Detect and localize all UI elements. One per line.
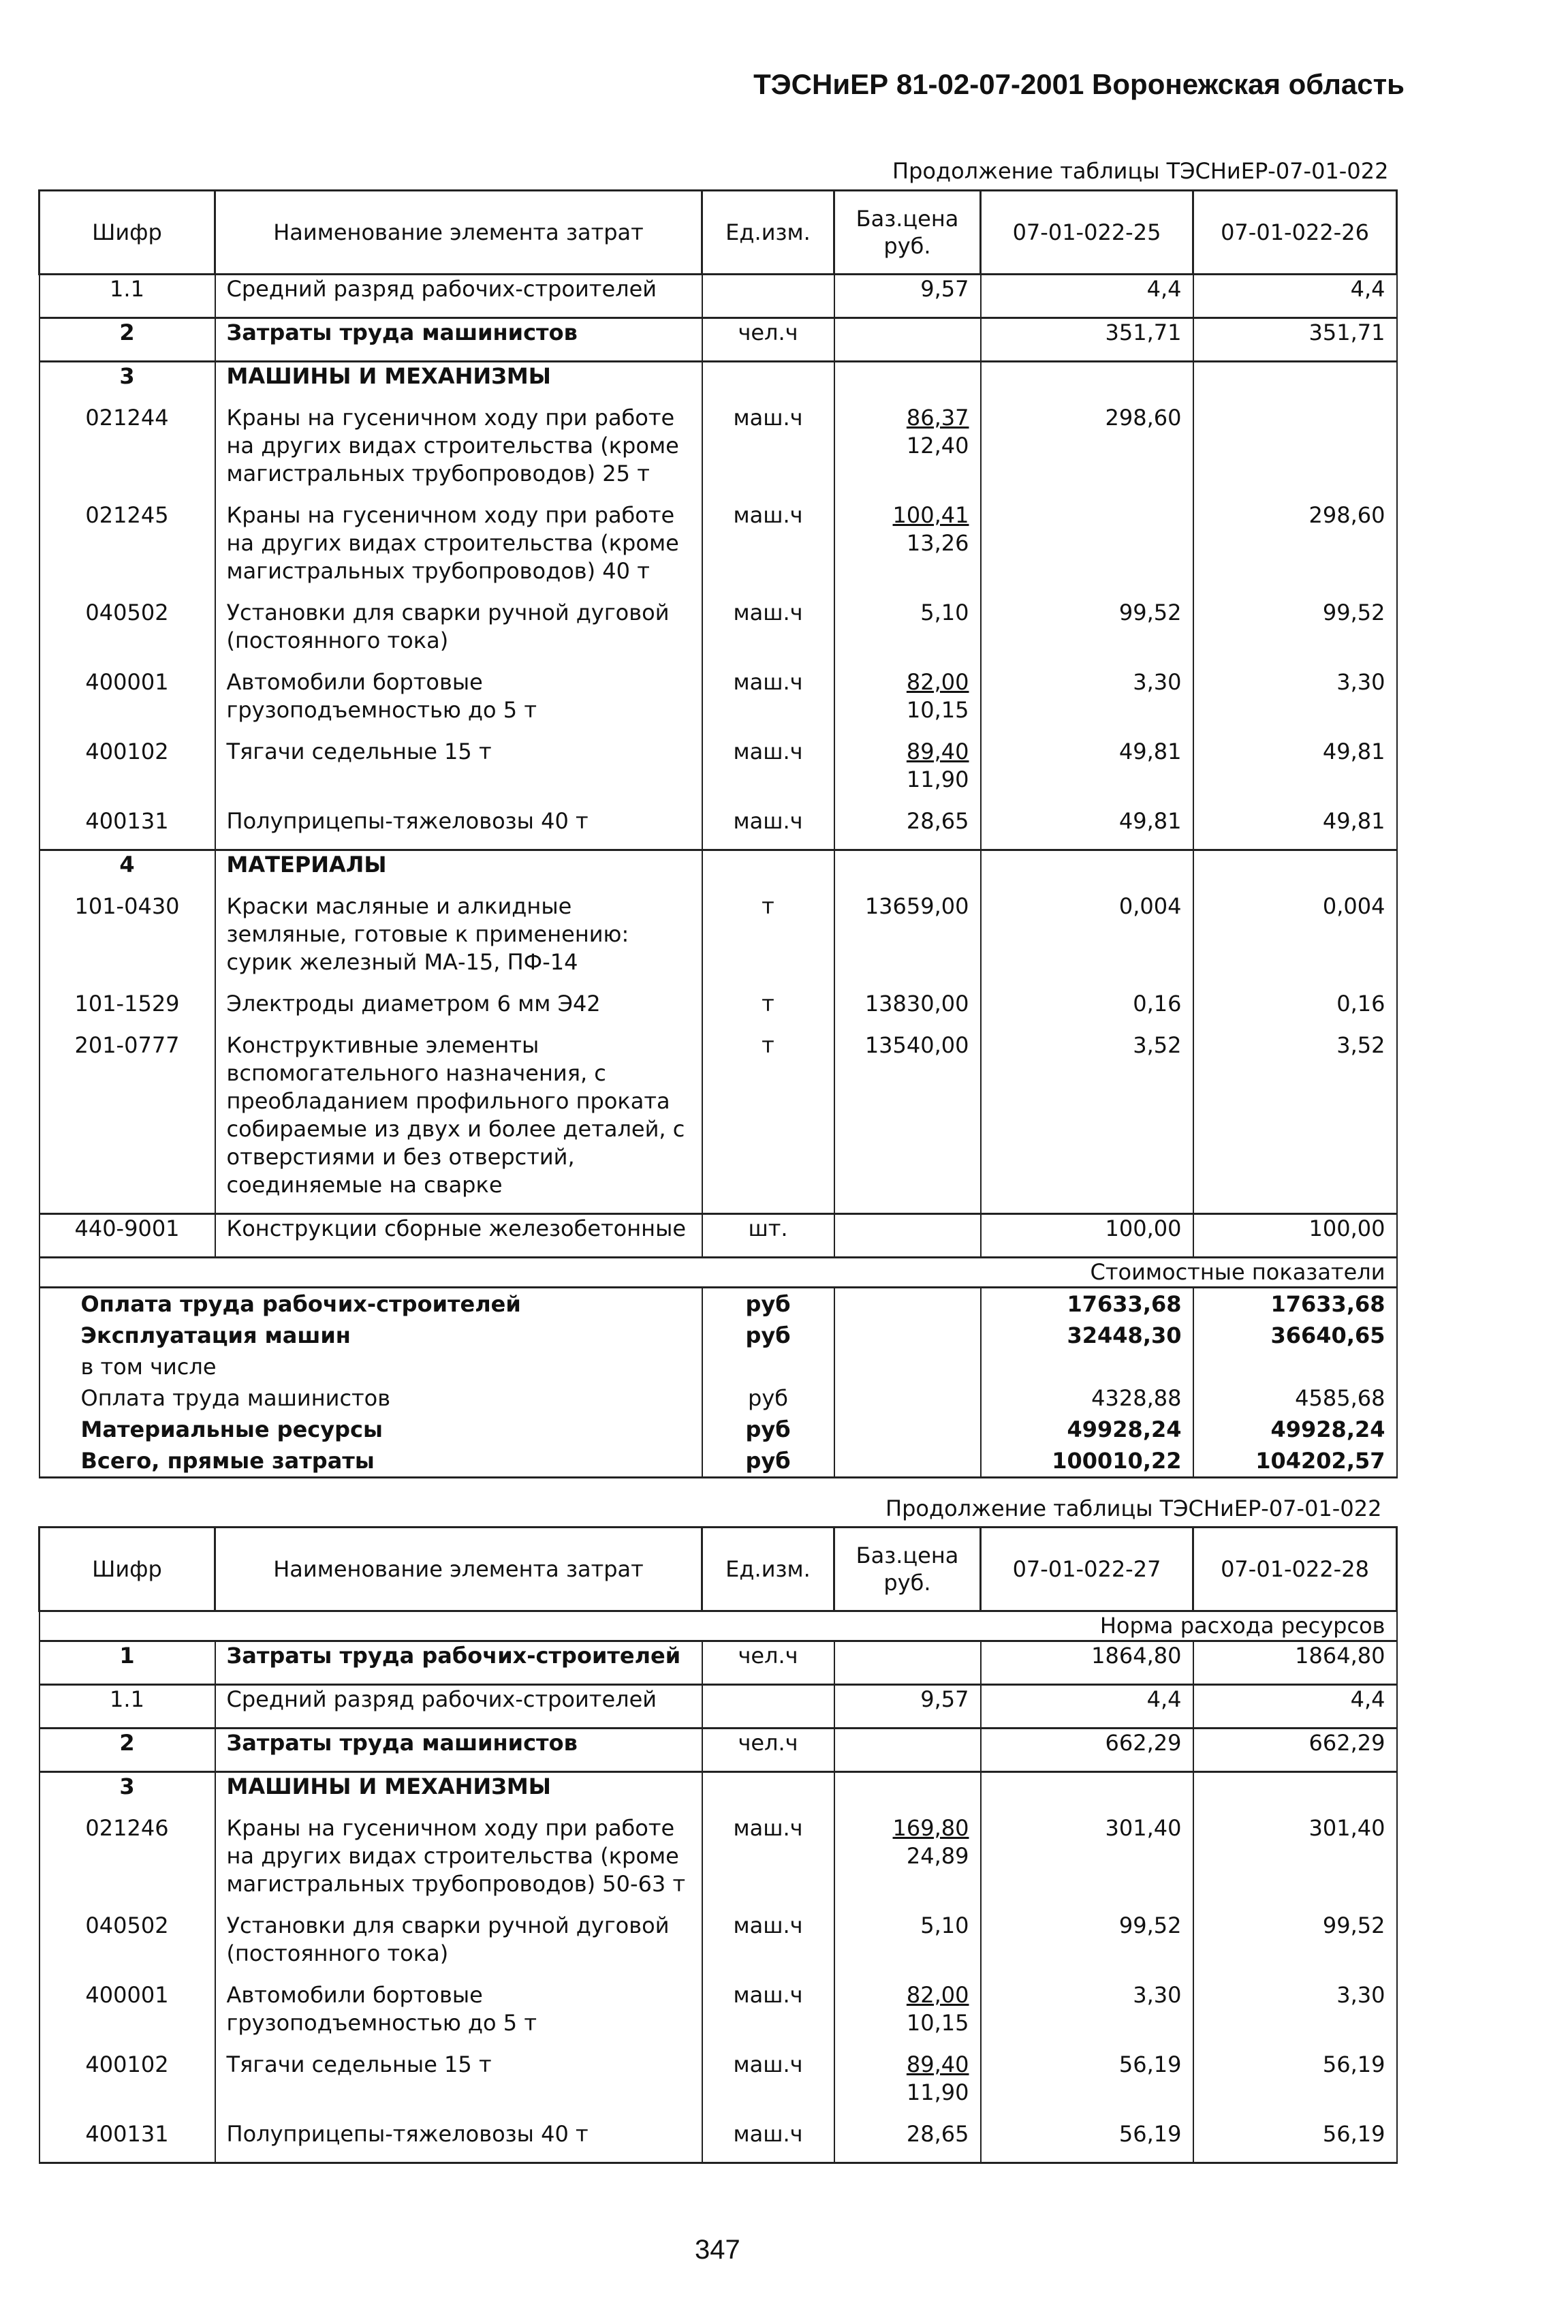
row-unit: маш.ч: [702, 1981, 834, 2051]
row-price: [834, 362, 981, 405]
table-row: [40, 1641, 1397, 1685]
row-unit: [702, 362, 834, 405]
row-name: Установки для сварки ручной дуговой (постоянного тока): [215, 599, 702, 668]
row-value-a: 4,4: [981, 1685, 1193, 1729]
row-name: Краны на гусеничном ходу при работе на других видах строительства (кроме магистральных трубопроводов) 40 т: [215, 501, 702, 599]
price-value: 28,65: [906, 2121, 969, 2147]
summary-row: [40, 1414, 1397, 1445]
row-value-b: 351,71: [1193, 318, 1397, 362]
row-unit: чел.ч: [702, 1641, 834, 1685]
row-name: Краны на гусеничном ходу при работе на других видах строительства (кроме магистральных трубопроводов) 50-63 т: [215, 1814, 702, 1912]
row-value-b: 100,00: [1193, 1214, 1397, 1258]
row-name: Средний разряд рабочих-строителей: [215, 275, 702, 318]
row-code: 040502: [40, 599, 215, 668]
row-value-a: [981, 1772, 1193, 1815]
summary-value-b: 49928,24: [1193, 1414, 1397, 1445]
table-row: [40, 668, 1397, 738]
summary-row: [40, 1288, 1397, 1320]
summary-unit: руб: [702, 1382, 834, 1414]
price-value: 82,00: [906, 669, 969, 695]
summary-label: Всего, прямые затраты: [40, 1445, 702, 1478]
row-unit: маш.ч: [702, 668, 834, 738]
header-col-a: 07-01-022-25: [981, 191, 1193, 275]
row-value-a: [981, 362, 1193, 405]
resource-table-1: [38, 189, 1398, 1478]
row-price: [834, 599, 981, 668]
row-value-b: 0,004: [1193, 893, 1397, 990]
table-row: [40, 1685, 1397, 1729]
table-row: [40, 1772, 1397, 1815]
row-price: [834, 807, 981, 850]
table2-continuation-label: Продолжение таблицы ТЭСНиЕР-07-01-022: [885, 1496, 1382, 1521]
row-value-a: 4,4: [981, 275, 1193, 318]
table-row: [40, 1214, 1397, 1258]
price-secondary-value: 24,89: [906, 1843, 969, 1869]
table-row: [40, 893, 1397, 990]
row-value-a: 56,19: [981, 2051, 1193, 2120]
row-unit: т: [702, 893, 834, 990]
row-value-b: 99,52: [1193, 1912, 1397, 1981]
summary-unit: [702, 1351, 834, 1382]
summary-unit: руб: [702, 1414, 834, 1445]
table1-header-row: [40, 191, 1397, 275]
price-value: 89,40: [906, 2051, 969, 2077]
row-value-b: 49,81: [1193, 807, 1397, 850]
table-row: [40, 807, 1397, 850]
row-value-b: 3,52: [1193, 1032, 1397, 1214]
summary-label: Оплата труда машинистов: [40, 1382, 702, 1414]
row-value-b: [1193, 362, 1397, 405]
price-secondary-value: 10,15: [906, 697, 969, 723]
row-name: Затраты труда машинистов: [215, 318, 702, 362]
row-unit: шт.: [702, 1214, 834, 1258]
row-code: 040502: [40, 1912, 215, 1981]
summary-value-b: [1193, 1351, 1397, 1382]
price-value: 28,65: [906, 808, 969, 834]
row-value-a: 301,40: [981, 1814, 1193, 1912]
row-value-b: [1193, 850, 1397, 893]
summary-value-a: [981, 1351, 1193, 1382]
row-code: 101-1529: [40, 990, 215, 1032]
row-code: 3: [40, 362, 215, 405]
summary-empty: [834, 1288, 981, 1320]
row-value-a: 99,52: [981, 1912, 1193, 1981]
row-value-b: 3,30: [1193, 668, 1397, 738]
row-value-b: 56,19: [1193, 2120, 1397, 2163]
row-value-a: [981, 850, 1193, 893]
price-value: 100,41: [892, 502, 969, 528]
row-value-b: 99,52: [1193, 599, 1397, 668]
row-code: 1.1: [40, 1685, 215, 1729]
row-code: 400001: [40, 668, 215, 738]
row-price: [834, 501, 981, 599]
table-row: [40, 404, 1397, 501]
summary-unit: руб: [702, 1445, 834, 1478]
table-row: [40, 2051, 1397, 2120]
row-name: Автомобили бортовые грузоподъемностью до 5 т: [215, 1981, 702, 2051]
cost-indicators-label: Стоимостные показатели: [40, 1258, 1397, 1288]
header-unit: Ед.изм.: [702, 1528, 834, 1611]
row-unit: маш.ч: [702, 599, 834, 668]
row-unit: маш.ч: [702, 404, 834, 501]
table-row: [40, 362, 1397, 405]
row-name: Средний разряд рабочих-строителей: [215, 1685, 702, 1729]
row-unit: [702, 1772, 834, 1815]
page-header-title: ТЭСНиЕР 81-02-07-2001 Воронежская область: [753, 68, 1405, 100]
row-value-a: 49,81: [981, 807, 1193, 850]
table2-header-row: [40, 1528, 1397, 1611]
row-price: [834, 1032, 981, 1214]
row-price: [834, 1641, 981, 1685]
table-row: [40, 738, 1397, 807]
row-code: 400131: [40, 807, 215, 850]
row-value-b: [1193, 1772, 1397, 1815]
summary-row: [40, 1382, 1397, 1414]
row-value-b: 56,19: [1193, 2051, 1397, 2120]
row-value-a: 3,30: [981, 1981, 1193, 2051]
row-value-b: 1864,80: [1193, 1641, 1397, 1685]
summary-value-b: 104202,57: [1193, 1445, 1397, 1478]
row-code: 400102: [40, 2051, 215, 2120]
row-value-a: 351,71: [981, 318, 1193, 362]
row-name: Затраты труда машинистов: [215, 1729, 702, 1772]
row-price: [834, 275, 981, 318]
row-value-a: 0,16: [981, 990, 1193, 1032]
row-value-a: 3,30: [981, 668, 1193, 738]
row-name: Тягачи седельные 15 т: [215, 2051, 702, 2120]
row-name: Установки для сварки ручной дуговой (постоянного тока): [215, 1912, 702, 1981]
row-value-b: 49,81: [1193, 738, 1397, 807]
row-unit: [702, 1685, 834, 1729]
table1-continuation-label: Продолжение таблицы ТЭСНиЕР-07-01-022: [892, 158, 1389, 184]
header-col-a: 07-01-022-27: [981, 1528, 1193, 1611]
header-col-b: 07-01-022-28: [1193, 1528, 1397, 1611]
row-value-a: 1864,80: [981, 1641, 1193, 1685]
price-value: 169,80: [892, 1815, 969, 1841]
row-name: Полуприцепы-тяжеловозы 40 т: [215, 807, 702, 850]
row-name: Электроды диаметром 6 мм Э42: [215, 990, 702, 1032]
table-row: [40, 990, 1397, 1032]
row-price: [834, 2051, 981, 2120]
row-unit: т: [702, 990, 834, 1032]
row-price: [834, 850, 981, 893]
row-unit: маш.ч: [702, 1912, 834, 1981]
price-value: 82,00: [906, 1982, 969, 2008]
row-value-a: 49,81: [981, 738, 1193, 807]
row-price: [834, 1772, 981, 1815]
row-name: МАШИНЫ И МЕХАНИЗМЫ: [215, 362, 702, 405]
row-code: 400102: [40, 738, 215, 807]
row-name: Полуприцепы-тяжеловозы 40 т: [215, 2120, 702, 2163]
summary-label: Материальные ресурсы: [40, 1414, 702, 1445]
row-code: 400131: [40, 2120, 215, 2163]
row-code: 440-9001: [40, 1214, 215, 1258]
row-name: Краны на гусеничном ходу при работе на других видах строительства (кроме магистральных трубопроводов) 25 т: [215, 404, 702, 501]
table-row: [40, 275, 1397, 318]
norm-row: [40, 1611, 1397, 1641]
summary-row: [40, 1351, 1397, 1382]
table-row: [40, 1981, 1397, 2051]
row-price: [834, 404, 981, 501]
row-name: МАШИНЫ И МЕХАНИЗМЫ: [215, 1772, 702, 1815]
row-code: 1: [40, 1641, 215, 1685]
row-value-a: 3,52: [981, 1032, 1193, 1214]
summary-value-b: 36640,65: [1193, 1320, 1397, 1351]
row-name: Конструкции сборные железобетонные: [215, 1214, 702, 1258]
row-unit: чел.ч: [702, 1729, 834, 1772]
summary-empty: [834, 1351, 981, 1382]
row-price: [834, 1912, 981, 1981]
price-value: 5,10: [920, 1912, 969, 1938]
summary-empty: [834, 1445, 981, 1478]
summary-value-a: 49928,24: [981, 1414, 1193, 1445]
row-value-b: 298,60: [1193, 501, 1397, 599]
row-value-a: 99,52: [981, 599, 1193, 668]
price-secondary-value: 10,15: [906, 2010, 969, 2036]
table-row: [40, 1032, 1397, 1214]
price-value: 13830,00: [864, 991, 969, 1017]
header-price: Баз.цена руб.: [834, 191, 981, 275]
row-unit: [702, 275, 834, 318]
summary-value-a: 17633,68: [981, 1288, 1193, 1320]
table-row: [40, 2120, 1397, 2163]
row-code: 3: [40, 1772, 215, 1815]
header-name: Наименование элемента затрат: [215, 1528, 702, 1611]
row-value-b: 4,4: [1193, 275, 1397, 318]
summary-row: [40, 1445, 1397, 1478]
row-value-a: 56,19: [981, 2120, 1193, 2163]
row-unit: маш.ч: [702, 738, 834, 807]
table-row: [40, 501, 1397, 599]
price-value: 89,40: [906, 739, 969, 764]
header-shifr: Шифр: [40, 1528, 215, 1611]
row-price: [834, 893, 981, 990]
page-number: 347: [695, 2235, 740, 2265]
row-price: [834, 1814, 981, 1912]
header-shifr: Шифр: [40, 191, 215, 275]
row-code: 2: [40, 318, 215, 362]
row-unit: маш.ч: [702, 1814, 834, 1912]
table-row: [40, 1814, 1397, 1912]
row-unit: маш.ч: [702, 807, 834, 850]
header-price: Баз.цена руб.: [834, 1528, 981, 1611]
table-row: [40, 1912, 1397, 1981]
row-code: 021246: [40, 1814, 215, 1912]
cost-indicators-row: [40, 1258, 1397, 1288]
row-unit: чел.ч: [702, 318, 834, 362]
row-name: Конструктивные элементы вспомогательного назначения, с преобладанием профильного проката собираемые из двух и более деталей, с отверстиями и без отверстий, соединяемые на сварке: [215, 1032, 702, 1214]
row-price: [834, 738, 981, 807]
summary-empty: [834, 1320, 981, 1351]
row-code: 101-0430: [40, 893, 215, 990]
row-price: [834, 318, 981, 362]
row-value-b: [1193, 404, 1397, 501]
row-value-b: 0,16: [1193, 990, 1397, 1032]
row-value-a: 662,29: [981, 1729, 1193, 1772]
row-value-b: 662,29: [1193, 1729, 1397, 1772]
summary-empty: [834, 1382, 981, 1414]
summary-unit: руб: [702, 1288, 834, 1320]
price-value: 9,57: [920, 1686, 969, 1712]
price-value: 5,10: [920, 600, 969, 625]
row-unit: [702, 850, 834, 893]
row-code: 201-0777: [40, 1032, 215, 1214]
row-name: Автомобили бортовые грузоподъемностью до 5 т: [215, 668, 702, 738]
row-code: 4: [40, 850, 215, 893]
header-name: Наименование элемента затрат: [215, 191, 702, 275]
summary-value-a: 100010,22: [981, 1445, 1193, 1478]
row-price: [834, 1729, 981, 1772]
summary-empty: [834, 1414, 981, 1445]
price-value: 13540,00: [864, 1032, 969, 1058]
row-code: 1.1: [40, 275, 215, 318]
row-value-a: 298,60: [981, 404, 1193, 501]
summary-label: в том числе: [40, 1351, 702, 1382]
row-value-a: 0,004: [981, 893, 1193, 990]
row-name: Затраты труда рабочих-строителей: [215, 1641, 702, 1685]
row-name: Краски масляные и алкидные земляные, готовые к применению: сурик железный МА-15, ПФ-14: [215, 893, 702, 990]
summary-value-b: 4585,68: [1193, 1382, 1397, 1414]
row-value-a: 100,00: [981, 1214, 1193, 1258]
row-value-b: 301,40: [1193, 1814, 1397, 1912]
row-code: 021245: [40, 501, 215, 599]
row-price: [834, 1685, 981, 1729]
row-name: МАТЕРИАЛЫ: [215, 850, 702, 893]
row-price: [834, 1214, 981, 1258]
price-secondary-value: 11,90: [906, 2079, 969, 2105]
summary-value-a: 32448,30: [981, 1320, 1193, 1351]
header-unit: Ед.изм.: [702, 191, 834, 275]
resource-table-2: [38, 1526, 1398, 2164]
row-price: [834, 668, 981, 738]
row-unit: маш.ч: [702, 2120, 834, 2163]
price-value: 9,57: [920, 276, 969, 302]
row-code: 021244: [40, 404, 215, 501]
row-code: 400001: [40, 1981, 215, 2051]
row-price: [834, 990, 981, 1032]
price-value: 13659,00: [864, 893, 969, 919]
row-unit: маш.ч: [702, 501, 834, 599]
row-price: [834, 1981, 981, 2051]
price-secondary-value: 13,26: [906, 530, 969, 556]
header-col-b: 07-01-022-26: [1193, 191, 1397, 275]
summary-value-b: 17633,68: [1193, 1288, 1397, 1320]
summary-row: [40, 1320, 1397, 1351]
table-row: [40, 599, 1397, 668]
norm-label: Норма расхода ресурсов: [40, 1611, 1397, 1641]
summary-unit: руб: [702, 1320, 834, 1351]
row-value-b: 3,30: [1193, 1981, 1397, 2051]
price-secondary-value: 11,90: [906, 766, 969, 792]
table-row: [40, 1729, 1397, 1772]
summary-label: Эксплуатация машин: [40, 1320, 702, 1351]
table-row: [40, 850, 1397, 893]
table-row: [40, 318, 1397, 362]
summary-label: Оплата труда рабочих-строителей: [40, 1288, 702, 1320]
row-value-b: 4,4: [1193, 1685, 1397, 1729]
row-name: Тягачи седельные 15 т: [215, 738, 702, 807]
row-code: 2: [40, 1729, 215, 1772]
row-value-a: [981, 501, 1193, 599]
row-unit: т: [702, 1032, 834, 1214]
row-price: [834, 2120, 981, 2163]
price-value: 86,37: [906, 405, 969, 431]
price-secondary-value: 12,40: [906, 433, 969, 459]
row-unit: маш.ч: [702, 2051, 834, 2120]
summary-value-a: 4328,88: [981, 1382, 1193, 1414]
